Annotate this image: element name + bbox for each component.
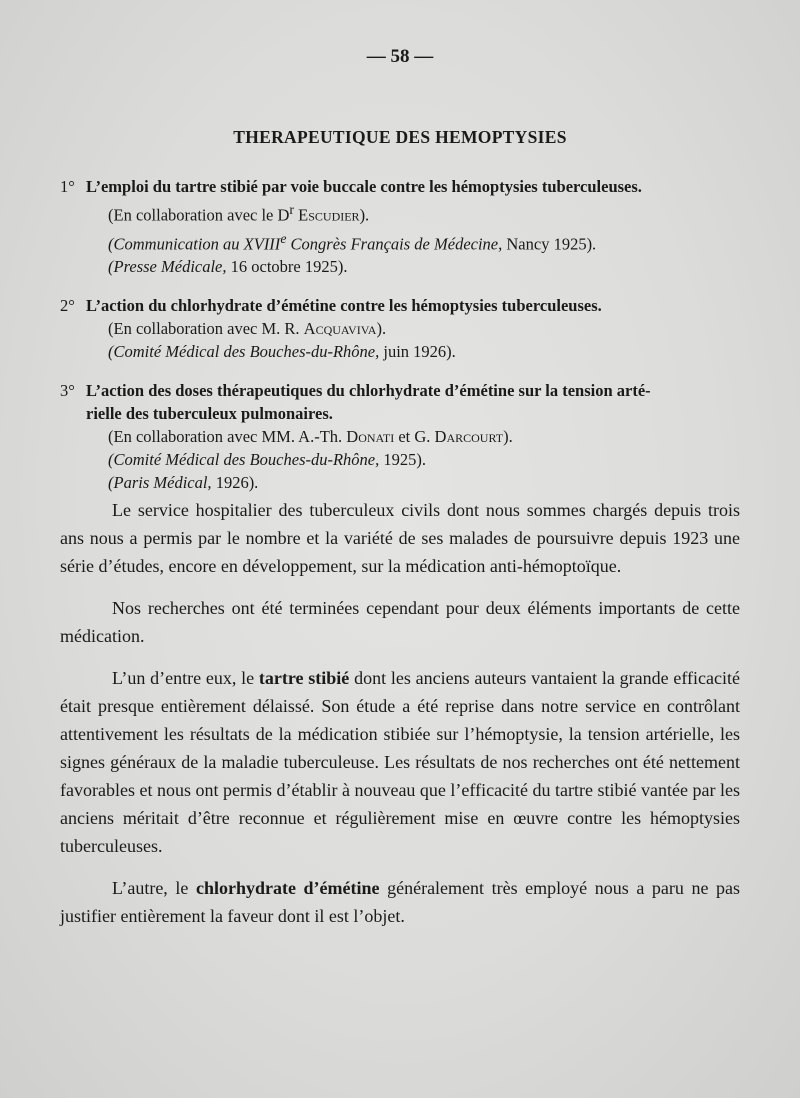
item-number: 2°	[60, 296, 75, 315]
item-number: 1°	[60, 177, 75, 196]
list-item	[60, 294, 760, 363]
publication-list	[60, 175, 760, 510]
emphasis: tartre stibié	[258, 668, 350, 688]
item-heading-continued: rielle des tuberculeux pulmonaires.	[86, 404, 333, 423]
paragraph: Nos recherches ont été terminées cependant pour deux éléments importants de cette médication.	[60, 598, 740, 646]
item-reference: (Comité Médical des Bouches-du-Rhône, juin 1926).	[108, 342, 456, 361]
item-number: 3°	[60, 381, 75, 400]
list-item	[60, 175, 760, 278]
paragraph: L’un d’entre eux, le tartre stibié dont les anciens auteurs vantaient la grande efficacité était presque entièrement délaissé. Son étude a été reprise dans notre service en contrôlant attentivement les résultats de la médication stibiée sur l’hémoptysie, la tension artérielle, les signes généraux de la maladie tuberculeuse. Les résultats de nos recherches ont été nettement favorables et nous ont permis d’établir à nouveau que l’efficacité du tartre stibié vantée par les anciens méritait d’être reconnue et régulièrement mise en œuvre contre les hémoptysies tuberculeuses.	[60, 668, 740, 856]
item-reference: (Comité Médical des Bouches-du-Rhône, 1925).	[108, 450, 427, 469]
list-item	[60, 379, 760, 494]
item-communication: (Communication au XVIIIe Congrès Français de Médecine, Nancy 1925).	[108, 230, 597, 253]
paragraph: L’autre, le chlorhydrate d’émétine généralement très employé nous a paru ne pas justifier entièrement la faveur dont il est l’objet.	[60, 878, 741, 926]
page-number: — 58 —	[366, 46, 434, 67]
item-heading: L’action des doses thérapeutiques du chlorhydrate d’émétine sur la tension arté-	[86, 381, 651, 400]
section-title: THERAPEUTIQUE DES HEMOPTYSIES	[233, 127, 567, 147]
item-reference: (Paris Médical, 1926).	[108, 473, 259, 492]
item-collaboration: (En collaboration avec MM. A.-Th. Donati et G. Darcourt).	[108, 427, 513, 446]
item-collaboration: (En collaboration avec M. R. Acquaviva).	[108, 319, 387, 338]
item-reference: (Presse Médicale, 16 octobre 1925).	[108, 257, 348, 276]
item-collaboration: (En collaboration avec le $D^r$ Escudier).	[108, 202, 370, 225]
item-heading: L’action du chlorhydrate d’émétine contre les hémoptysies tuberculeuses.	[86, 296, 602, 315]
paragraph: Le service hospitalier des tuberculeux civils dont nous sommes chargés depuis trois ans nous a permis par le nombre et la variété de ses malades de poursuivre depuis 1923 une série d’études, encore en développement, sur la médication anti-hémoptoïque.	[60, 500, 740, 576]
body-text	[60, 496, 740, 944]
item-heading: L’emploi du tartre stibié par voie buccale contre les hémoptysies tuberculeuses.	[86, 177, 642, 196]
emphasis: chlorhydrate d’émétine	[195, 878, 380, 898]
